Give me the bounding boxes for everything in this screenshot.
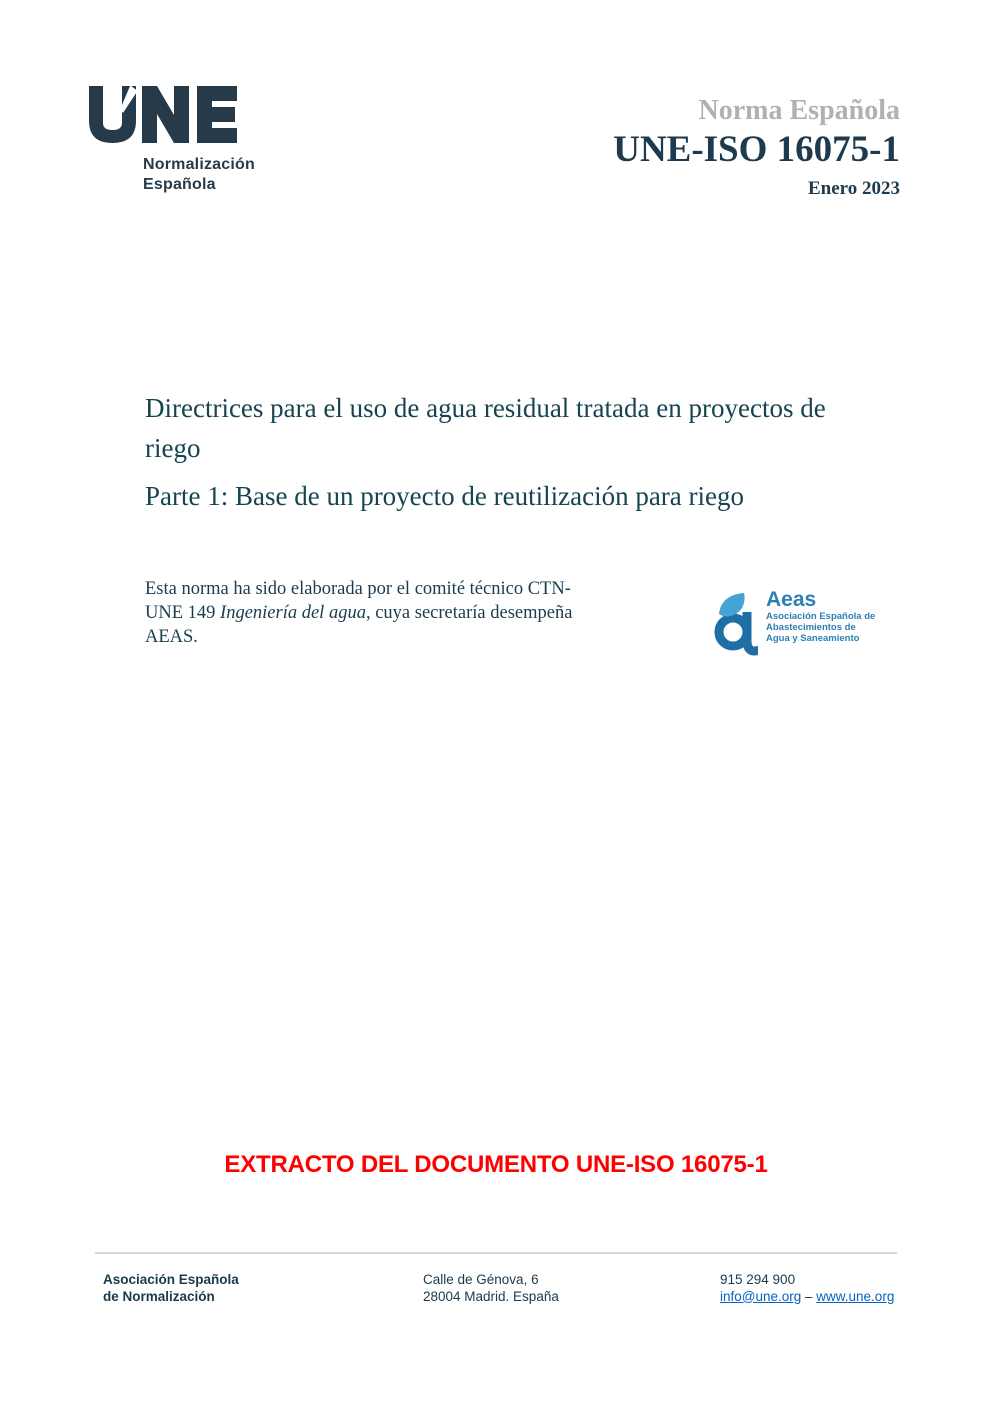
aeas-name: Aeas (766, 588, 817, 611)
footer-contact (720, 1272, 894, 1305)
committee-text-after: cuya secretaría desempeña AEAS. (145, 603, 573, 647)
document-type-heading: Norma Española (698, 95, 900, 126)
footer-org-line1: Asociación Española (103, 1272, 239, 1287)
website-link[interactable]: www.une.org (816, 1288, 895, 1304)
document-subtitle-part: Parte 1: Base de un proyecto de reutilización para riego (145, 481, 745, 511)
une-tagline-line2: Española (143, 176, 216, 193)
footer-address-line1: Calle de Génova, 6 (423, 1272, 539, 1287)
footer-links (720, 1289, 894, 1306)
une-logo-icon (89, 86, 255, 143)
document-title: Directrices para el uso de agua residual tratada en proyectos de riego (145, 393, 826, 463)
extract-notice: EXTRACTO DEL DOCUMENTO UNE-ISO 16075-1 (224, 1151, 768, 1178)
aeas-a-icon (714, 589, 758, 658)
committee-paragraph (145, 577, 607, 649)
committee-text-italic: Ingeniería del agua, (220, 603, 371, 623)
une-logo-tagline (143, 155, 255, 195)
aeas-desc-line2: Abastecimientos de (766, 622, 856, 633)
aeas-desc-line1: Asociación Española de (766, 611, 876, 622)
une-logo (89, 86, 255, 195)
une-tagline-line1: Normalización (143, 156, 255, 173)
footer-organization (103, 1272, 239, 1305)
document-header (613, 94, 900, 200)
footer-address-line2: 28004 Madrid. España (423, 1288, 559, 1304)
aeas-logo-text (766, 589, 875, 644)
title-block (145, 388, 835, 516)
committee-text-before: Esta norma ha sido elaborada por el comité técnico CTN-UNE 149 (145, 579, 571, 623)
footer-link-separator: – (801, 1288, 817, 1304)
email-link[interactable]: info@une.org (720, 1288, 802, 1304)
footer-address (423, 1272, 559, 1305)
footer-org-line2: de Normalización (103, 1288, 215, 1304)
footer-divider (95, 1252, 897, 1254)
aeas-desc-line3: Agua y Saneamiento (766, 633, 860, 644)
aeas-logo (714, 589, 875, 658)
document-date: Enero 2023 (807, 178, 900, 199)
footer-phone: 915 294 900 (720, 1272, 796, 1287)
document-code: UNE-ISO 16075-1 (613, 129, 900, 170)
